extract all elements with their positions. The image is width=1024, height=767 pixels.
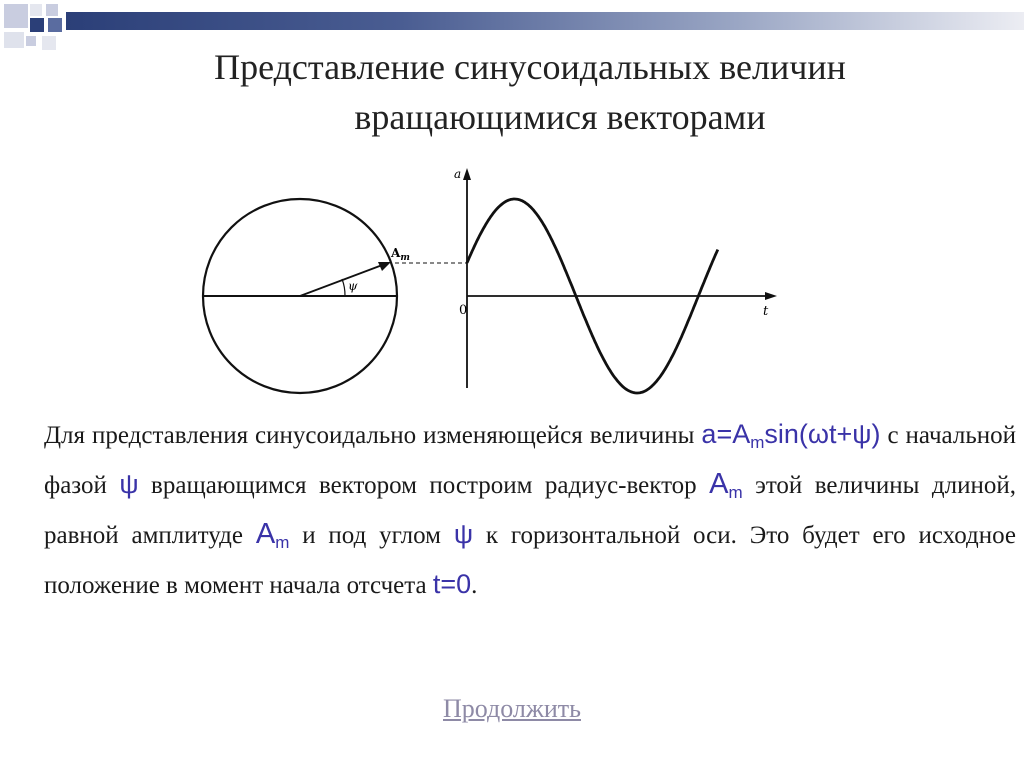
text-run: этой величины длиной, равной амплитуде — [44, 472, 1016, 549]
time-zero: t=0 — [432, 569, 472, 599]
text-run: Для представления синусоидально изменяющейся величины — [44, 422, 702, 449]
phase-angle-label: ψ — [348, 279, 358, 293]
decor-square — [4, 4, 28, 28]
x-axis-arrowhead — [765, 292, 777, 300]
text-run: вращающимся вектором построим радиус-вектор — [138, 472, 710, 499]
amplitude-symbol: $A_m$ — [255, 518, 290, 552]
explanation-paragraph — [44, 410, 1016, 610]
header-gradient-bar — [66, 12, 1024, 30]
text-run: . — [471, 572, 478, 599]
slide-title-line-2: вращающимися векторами — [354, 97, 766, 137]
x-axis-label: t — [763, 304, 769, 319]
slide-title-line-1: Представление синусоидальных величин — [214, 47, 846, 87]
vector-label: $A_m$ — [391, 246, 410, 263]
y-axis-arrowhead — [463, 168, 471, 180]
decor-square — [42, 36, 56, 50]
amplitude-symbol: $A_m$ — [709, 468, 743, 502]
text-run: с начальной фазой — [44, 422, 1016, 499]
text-run: к горизонтальной оси. Это будет его исходное положение в момент начала отсчета — [44, 522, 1017, 599]
decor-square — [48, 18, 62, 32]
decor-square — [26, 36, 36, 46]
slide-title — [90, 42, 970, 142]
decor-square — [30, 4, 42, 16]
psi-symbol: ψ — [453, 519, 474, 549]
decor-square — [4, 32, 24, 48]
y-axis-label: a — [454, 167, 462, 181]
psi-symbol: ψ — [119, 469, 139, 499]
phase-angle-arc — [342, 279, 345, 296]
decor-square — [30, 18, 44, 32]
rotating-vector-diagram — [195, 160, 785, 405]
continue-link[interactable]: Продолжить — [443, 694, 581, 723]
formula: $a=A_m\sin(\omega t+\psi)$ — [701, 419, 881, 452]
decor-square — [46, 4, 58, 16]
origin-label: 0 — [459, 303, 468, 318]
text-run: и под углом — [289, 522, 454, 549]
